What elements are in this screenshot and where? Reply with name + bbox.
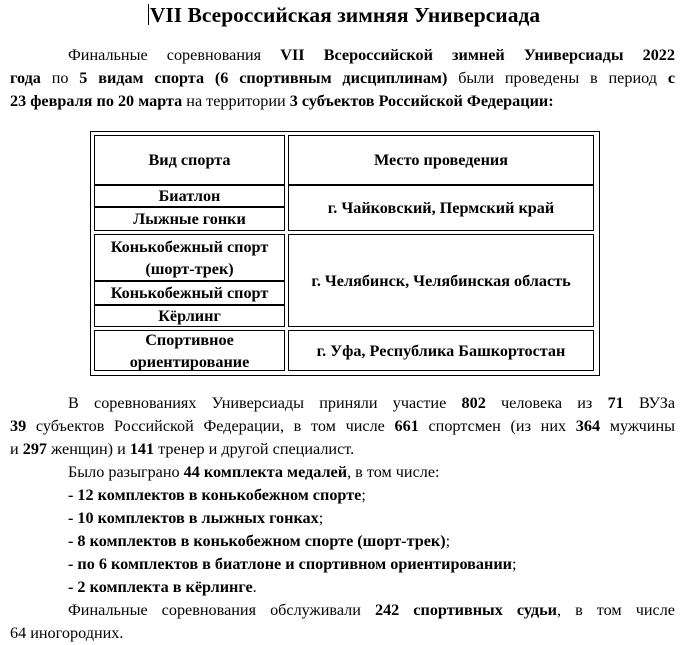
text-run: по [40,69,80,87]
text-run: ; [318,509,324,527]
title-text: VII Всероссийская зимняя Универсиада [149,3,541,27]
table-header-sport [94,135,285,185]
venue-chaykovsky [288,185,594,231]
text-run: тренер и другой специалист. [154,440,355,458]
text-run-bold: с [667,69,675,87]
cell-text: Биатлон [158,187,221,205]
text-run: были проведены в период [447,69,668,87]
text-run: 64 иногородних. [10,624,124,642]
document-title [0,2,688,28]
text-run-bold: - 10 комплектов в лыжных гонках [68,509,319,527]
sport-biathlon [94,185,285,207]
text-run: Финальные соревнования [68,46,281,64]
text-run-bold: - по [68,555,99,573]
participants-line-1 [10,392,675,415]
participants-line-2 [10,415,675,438]
text-cursor [148,4,149,25]
text-run-bold: 364 [575,417,601,435]
text-run-bold: 297 [22,440,47,458]
list-item [68,484,516,507]
text-run: , в том числе [556,601,675,619]
venue-ufa [288,330,594,371]
cell-text: Спортивное [145,330,234,349]
header-text: Место проведения [373,151,509,169]
intro-line-2 [10,67,675,90]
text-run: , в том числе: [347,463,440,481]
sport-orienteering [94,330,285,371]
text-run-bold: года [10,69,41,87]
text-run: В соревнованиях Универсиады приняли участие [68,394,462,412]
judges-line-2 [10,622,675,645]
text-run: ВУЗа [623,394,676,412]
text-run-bold: VII Всероссийской зимней Универсиады 2022 [280,46,675,64]
text-run-bold: 71 [607,394,624,412]
text-run: человека из [485,394,608,412]
sport-curling [94,305,285,327]
participants-paragraph [10,392,675,461]
text-run-bold: 661 [394,417,419,435]
text-run-bold: 39 [10,417,27,435]
text-run: и [10,440,23,458]
participants-line-3 [10,438,675,461]
text-run: женщин) и [47,440,130,458]
text-run: спортсмен (из них [418,417,576,435]
text-run-bold: - 2 комплекта в кёрлинге [68,578,253,596]
text-run: ; [445,532,451,550]
text-run: Финальные соревнования обслуживали [68,601,375,619]
text-run-bold: 44 комплекта медалей [183,463,348,481]
text-run-bold: - 12 комплектов в конькобежном спорте [68,486,362,504]
cell-text: ориентирование [129,352,250,371]
intro-line-1 [10,44,675,67]
header-text: Вид спорта [148,151,231,169]
text-run-bold: 23 февраля по 20 марта [10,92,183,110]
list-item [68,576,516,599]
text-run: ; [361,486,366,504]
sport-short-track [94,234,285,281]
cell-text: Конькобежный спорт [110,284,269,302]
text-run-bold: 6 комплектов в биатлоне и спортивном ориентировании [98,555,512,573]
text-run: ; [511,555,517,573]
cell-text: г. Уфа, Республика Башкортостан [316,341,566,360]
list-item [68,507,516,530]
text-run: на территории [182,92,290,110]
text-run: . [252,578,257,596]
list-item [68,553,516,576]
text-run-bold: 242 спортивных судьи [374,601,557,619]
venue-chelyabinsk [288,234,594,327]
sport-skiing [94,207,285,231]
sport-speed-skating [94,281,285,305]
intro-line-3 [10,90,675,113]
cell-text: (шорт-трек) [145,259,234,278]
text-run-bold: - 8 комплектов в конькобежном спорте (шорт-трек) [68,532,446,550]
text-run: мужчины [600,417,675,435]
cell-text: Кёрлинг [158,307,221,325]
text-run-bold: 141 [129,440,155,458]
text-run: субъектов Российской Федерации, в том числе [26,417,395,435]
venues-table [90,131,600,376]
intro-paragraph [10,44,675,113]
text-run-bold: 3 субъектов Российской Федерации: [289,92,554,110]
list-item [68,530,516,553]
cell-text: Конькобежный спорт [110,237,269,256]
table-header-venue [288,135,594,185]
cell-text: Лыжные гонки [133,210,246,228]
cell-text: г. Челябинск, Челябинская область [311,271,571,290]
text-run-bold: 5 видам спорта (6 спортивным дисциплинам) [79,69,448,87]
medals-list [68,461,516,599]
judges-paragraph [10,599,675,645]
judges-line-1 [10,599,675,622]
text-run: Было разыграно [68,463,184,481]
medals-intro [68,461,516,484]
cell-text: г. Чайковский, Пермский край [327,199,555,217]
text-run-bold: 802 [461,394,486,412]
